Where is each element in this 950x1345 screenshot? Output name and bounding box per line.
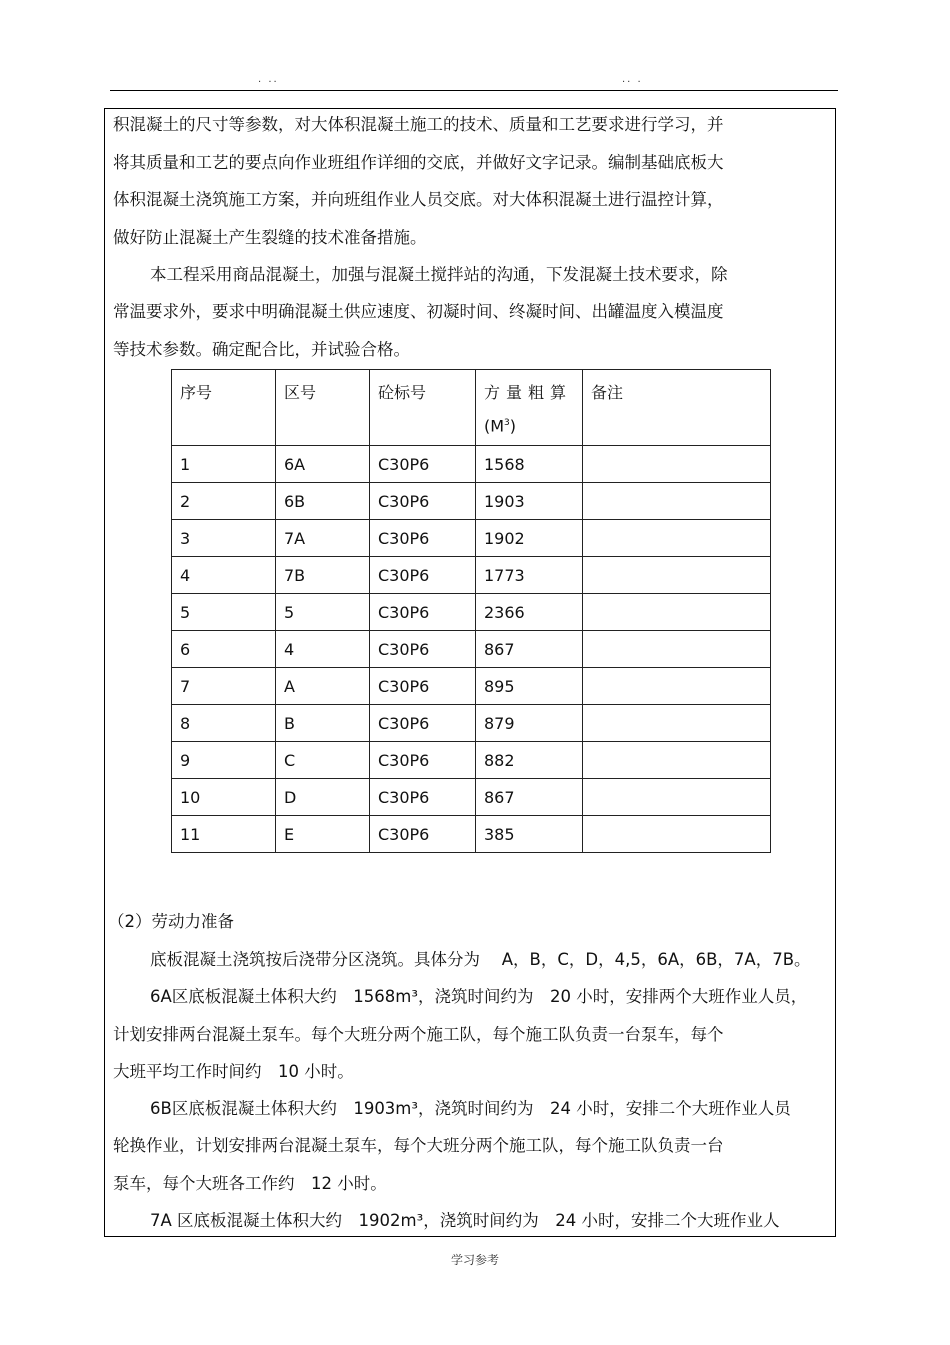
cell-no: 5 [172, 594, 276, 631]
cell-remark [583, 705, 771, 742]
cell-volume: 385 [476, 816, 583, 853]
cell-remark [583, 446, 771, 483]
table-row [172, 520, 771, 557]
paragraph-line: 体积混凝土浇筑施工方案，并向班组作业人员交底。对大体积混凝土进行温控计算， [113, 190, 724, 209]
table-row [172, 705, 771, 742]
section-line: 底板混凝土浇筑按后浇带分区浇筑。具体分为 A，B，C，D，4,5，6A，6B，7A，7B。 [150, 950, 811, 969]
table-header-row [172, 370, 771, 446]
cell-volume: 2366 [476, 594, 583, 631]
paragraph-line: 积混凝土的尺寸等参数，对大体积混凝土施工的技术、质量和工艺要求进行学习，并 [113, 115, 724, 134]
header-volume [476, 370, 583, 446]
cell-volume: 1903 [476, 483, 583, 520]
table-row [172, 483, 771, 520]
header-marks-right: .. . [622, 74, 643, 85]
cell-zone: E [276, 816, 370, 853]
table-row [172, 557, 771, 594]
cell-zone: 6A [276, 446, 370, 483]
cell-grade: C30P6 [370, 779, 476, 816]
cell-remark [583, 816, 771, 853]
cell-no: 10 [172, 779, 276, 816]
table-row [172, 742, 771, 779]
header-marks-left: . .. [258, 74, 279, 85]
header-volume-close: ) [509, 416, 517, 436]
cell-remark [583, 779, 771, 816]
cell-zone: D [276, 779, 370, 816]
cell-no: 2 [172, 483, 276, 520]
cell-remark [583, 742, 771, 779]
section-heading: （2）劳动力准备 [108, 912, 234, 931]
cell-grade: C30P6 [370, 742, 476, 779]
section-line: 6B区底板混凝土体积大约 1903m³，浇筑时间约为 24 小时，安排二个大班作业人员 [150, 1099, 791, 1118]
cell-volume: 867 [476, 779, 583, 816]
paragraph-line: 常温要求外，要求中明确混凝土供应速度、初凝时间、终凝时间、出罐温度入模温度 [113, 302, 724, 321]
header-no: 序号 [172, 370, 276, 446]
header-volume-sup: 3 [504, 418, 510, 428]
page-footer: 学习参考 [450, 1253, 499, 1267]
table-row [172, 816, 771, 853]
cell-no: 3 [172, 520, 276, 557]
cell-zone: 6B [276, 483, 370, 520]
cell-zone: C [276, 742, 370, 779]
header-volume-label: 方量粗算 [484, 383, 573, 402]
cell-grade: C30P6 [370, 557, 476, 594]
cell-no: 7 [172, 668, 276, 705]
section-line: 泵车，每个大班各工作约 12 小时。 [113, 1174, 387, 1193]
cell-remark [583, 557, 771, 594]
cell-no: 6 [172, 631, 276, 668]
cell-zone: A [276, 668, 370, 705]
table-row [172, 668, 771, 705]
cell-grade: C30P6 [370, 483, 476, 520]
cell-volume: 882 [476, 742, 583, 779]
cell-zone: 4 [276, 631, 370, 668]
cell-no: 1 [172, 446, 276, 483]
cell-grade: C30P6 [370, 631, 476, 668]
cell-volume: 1902 [476, 520, 583, 557]
section-line: 7A 区底板混凝土体积大约 1902m³，浇筑时间约为 24 小时，安排二个大班作业人 [150, 1211, 780, 1230]
paragraph-line: 本工程采用商品混凝土，加强与混凝土搅拌站的沟通，下发混凝土技术要求，除 [150, 265, 728, 284]
table-row [172, 779, 771, 816]
header-rule [110, 90, 838, 91]
table-row [172, 446, 771, 483]
cell-no: 11 [172, 816, 276, 853]
header-volume-unit: (M [484, 416, 505, 436]
cell-grade: C30P6 [370, 668, 476, 705]
table-row [172, 594, 771, 631]
cell-no: 9 [172, 742, 276, 779]
section-line: 大班平均工作时间约 10 小时。 [113, 1062, 354, 1081]
header-remark: 备注 [583, 370, 771, 446]
cell-grade: C30P6 [370, 705, 476, 742]
cell-grade: C30P6 [370, 594, 476, 631]
cell-volume: 1568 [476, 446, 583, 483]
cell-grade: C30P6 [370, 816, 476, 853]
cell-grade: C30P6 [370, 520, 476, 557]
cell-volume: 895 [476, 668, 583, 705]
cell-grade: C30P6 [370, 446, 476, 483]
cell-zone: 5 [276, 594, 370, 631]
cell-remark [583, 520, 771, 557]
table-row [172, 631, 771, 668]
section-line: 计划安排两台混凝土泵车。每个大班分两个施工队，每个施工队负责一台泵车，每个 [113, 1025, 724, 1044]
paragraph-line: 等技术参数。确定配合比，并试验合格。 [113, 340, 410, 359]
cell-remark [583, 631, 771, 668]
header-zone: 区号 [276, 370, 370, 446]
cell-remark [583, 668, 771, 705]
volume-table [171, 369, 771, 853]
cell-remark [583, 483, 771, 520]
cell-zone: 7B [276, 557, 370, 594]
section-line: 轮换作业，计划安排两台混凝土泵车，每个大班分两个施工队，每个施工队负责一台 [113, 1136, 724, 1155]
cell-volume: 879 [476, 705, 583, 742]
paragraph-line: 做好防止混凝土产生裂缝的技术准备措施。 [113, 228, 427, 247]
cell-zone: B [276, 705, 370, 742]
cell-zone: 7A [276, 520, 370, 557]
cell-no: 4 [172, 557, 276, 594]
cell-volume: 1773 [476, 557, 583, 594]
paragraph-line: 将其质量和工艺的要点向作业班组作详细的交底，并做好文字记录。编制基础底板大 [113, 153, 724, 172]
header-grade: 砼标号 [370, 370, 476, 446]
cell-volume: 867 [476, 631, 583, 668]
cell-no: 8 [172, 705, 276, 742]
cell-remark [583, 594, 771, 631]
section-line: 6A区底板混凝土体积大约 1568m³，浇筑时间约为 20 小时，安排两个大班作业人员， [150, 987, 808, 1006]
